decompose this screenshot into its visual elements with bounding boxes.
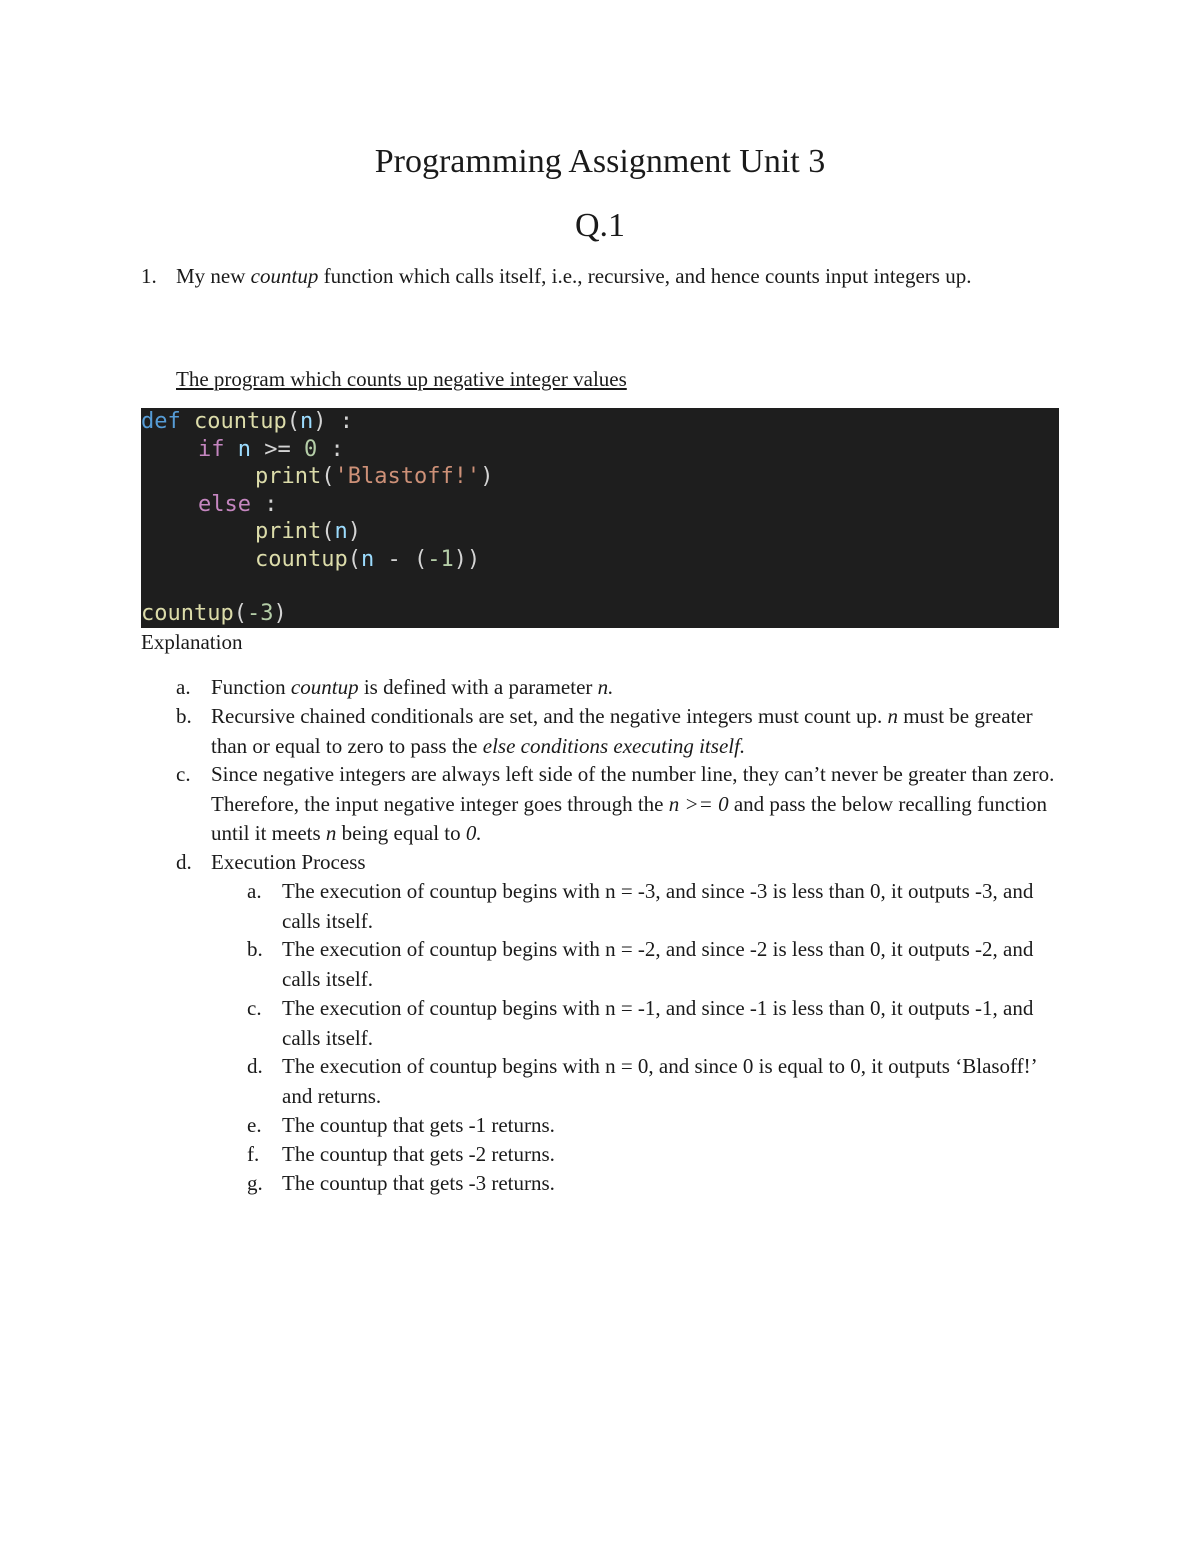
list-text: Since negative integers are always left side of the number line, they can’t never be greater than zero. Therefore, the input negative integer goes through the n >= 0 and pass the below recalling function until it meets n being equal to 0. (211, 762, 1055, 845)
code-line-1: def countup(n) : (141, 409, 353, 434)
code-line-3: print('Blastoff!') (255, 464, 494, 489)
question-number: 1. (141, 264, 157, 288)
process-step (247, 1140, 1062, 1170)
list-label: a. (247, 879, 262, 903)
explanation-item-c (176, 760, 1066, 849)
code-line-5: print(n) (255, 519, 361, 544)
list-text: The countup that gets -2 returns. (282, 1142, 555, 1166)
process-step (247, 1111, 1062, 1141)
document-title: Programming Assignment Unit 3 (374, 143, 826, 180)
code-line-2: if n >= 0 : (198, 437, 344, 462)
process-step (247, 877, 1062, 936)
list-label: a. (176, 675, 191, 699)
list-text: The execution of countup begins with n = -2, and since -2 is less than 0, it outputs -2, and calls itself. (282, 937, 1034, 991)
question-text-part: function which calls itself, i.e., recursive, and hence counts input integers up. (318, 264, 972, 288)
process-step (247, 994, 1062, 1053)
process-step (247, 1052, 1062, 1111)
code-line-6: countup(n - (-1)) (255, 547, 481, 572)
list-text: Function countup is defined with a parameter n. (211, 675, 614, 699)
process-step (247, 1169, 1062, 1199)
question-text (176, 261, 1061, 291)
list-label: c. (176, 762, 191, 786)
question-text-part: My new (176, 264, 251, 288)
explanation-item-a (176, 673, 1066, 703)
code-block (141, 408, 1059, 628)
list-label: b. (247, 937, 263, 961)
list-text: The execution of countup begins with n = 0, and since 0 is equal to 0, it outputs ‘Blasoff!’ and returns. (282, 1054, 1037, 1108)
code-line-7: countup(-3) (141, 601, 287, 626)
question-heading: Q.1 (574, 207, 626, 244)
list-label: b. (176, 704, 192, 728)
list-label: c. (247, 996, 262, 1020)
question-1 (141, 261, 1061, 291)
explanation-heading: Explanation (141, 630, 243, 654)
code-line-4: else : (198, 492, 278, 517)
list-text: Recursive chained conditionals are set, and the negative integers must count up. n must be greater than or equal to zero to pass the else conditions executing itself. (211, 704, 1033, 758)
list-text: The countup that gets -1 returns. (282, 1113, 555, 1137)
list-text: The countup that gets -3 returns. (282, 1171, 555, 1195)
explanation-item-b (176, 702, 1066, 761)
list-label: g. (247, 1171, 263, 1195)
list-label: d. (247, 1054, 263, 1078)
explanation-item-d (176, 848, 1066, 878)
list-text: The execution of countup begins with n = -1, and since -1 is less than 0, it outputs -1, and calls itself. (282, 996, 1034, 1050)
list-label: e. (247, 1113, 262, 1137)
list-text: The execution of countup begins with n = -3, and since -3 is less than 0, it outputs -3, and calls itself. (282, 879, 1034, 933)
list-label: d. (176, 850, 192, 874)
question-function-name: countup (250, 264, 319, 288)
code-caption: The program which counts up negative integer values (176, 367, 627, 391)
list-text: Execution Process (211, 850, 366, 874)
process-step (247, 935, 1062, 994)
list-label: f. (247, 1142, 260, 1166)
